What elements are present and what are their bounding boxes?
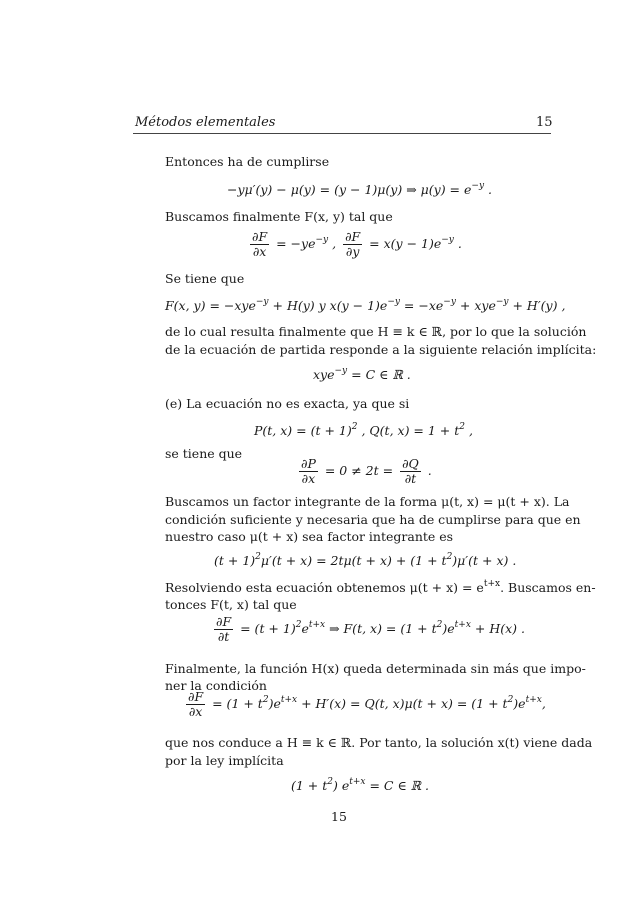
equation-mu: −yμ′(y) − μ(y) = (y − 1)μ(y) ⇒ $\mu(y) = e^{-y}$ . bbox=[227, 180, 492, 197]
text-line: de lo cual resulta finalmente que H ≡ k ∈ ℝ, por lo que la solución bbox=[165, 324, 587, 339]
text-line: por la ley implícita bbox=[165, 753, 284, 768]
running-header-page-number: 15 bbox=[536, 115, 553, 130]
equation-partials-F: $\frac{\partial F}{\partial x}$ = $-ye^{-y}$ , $\frac{\partial F}{\partial y}$ = $x(y - 1)e^{-y}$ . bbox=[252, 229, 462, 259]
text-line: nuestro caso μ(t + x) sea factor integrante es bbox=[165, 529, 454, 544]
equation-integrating-factor-condition: $(t + 1)^2\mu'(t + x) = 2t\mu(t + x) + (1 + t^2)\mu'(t + x)$ . bbox=[214, 551, 517, 568]
text-line: tonces F(t, x) tal que bbox=[165, 597, 297, 612]
text-line: (e) La ecuación no es exacta, ya que si bbox=[165, 396, 410, 411]
text-line: Se tiene que bbox=[165, 271, 245, 286]
text-line: condición suficiente y necesaria que ha de cumplirse para que en bbox=[165, 512, 581, 527]
text-line: de la ecuación de partida responde a la siguiente relación implícita: bbox=[165, 342, 597, 357]
footer-page-number: 15 bbox=[331, 809, 347, 824]
equation-exactness-check: $\frac{\partial P}{\partial x}$ = 0 ≠ 2t = $\frac{\partial Q}{\partial t}$ . bbox=[301, 456, 432, 486]
equation-final-implicit: $(1 + t^2)$ $e^{t+x} = C$ ∈ ℝ . bbox=[291, 776, 430, 793]
equation-F-xy: F(x, y) = −xye$^{-y}$ + H(y) y $x(y - 1)e^{-y} = -xe^{-y} + xye^{-y} + H'(y)$ , bbox=[165, 296, 566, 313]
header-rule bbox=[133, 133, 551, 134]
text-line: que nos conduce a H ≡ k ∈ ℝ. Por tanto, la solución x(t) viene dada bbox=[165, 735, 593, 750]
equation-implicit-solution: xye$^{-y}$ = C ∈ ℝ . bbox=[313, 365, 411, 382]
equation-P-Q: P(t, $x) = (t + 1)^2$ , Q(t, $x) = 1 + t^2$ , bbox=[254, 421, 473, 438]
equation-F-tx: $\frac{\partial F}{\partial t}$ = $(t + 1)^2e^{t+x}$ ⇒ F(t, $x) = (1 + t^2)e^{t+x} + H(x)$ . bbox=[216, 614, 525, 644]
text-line: Resolviendo esta ecuación obtenemos $\mu(t + x) = e^{t+x}$. Buscamos en- bbox=[165, 578, 596, 595]
text-line: Buscamos finalmente F(x, y) tal que bbox=[165, 209, 393, 224]
text-line: ner la condición bbox=[165, 678, 267, 693]
text-line: Buscamos un factor integrante de la forma μ(t, x) = μ(t + x). La bbox=[165, 494, 570, 509]
text-line: Finalmente, la función H(x) queda determinada sin más que impo- bbox=[165, 661, 586, 676]
text-line: Entonces ha de cumplirse bbox=[165, 154, 330, 169]
text-line: se tiene que bbox=[165, 446, 243, 461]
running-header-title: Métodos elementales bbox=[135, 115, 276, 130]
equation-H-condition: $\frac{\partial F}{\partial x}$ = $(1 + t^2)e^{t+x} + H'(x) = Q(t$, $x)\mu(t + x) = (1 + t^2)e^{t+x}$, bbox=[188, 689, 546, 719]
